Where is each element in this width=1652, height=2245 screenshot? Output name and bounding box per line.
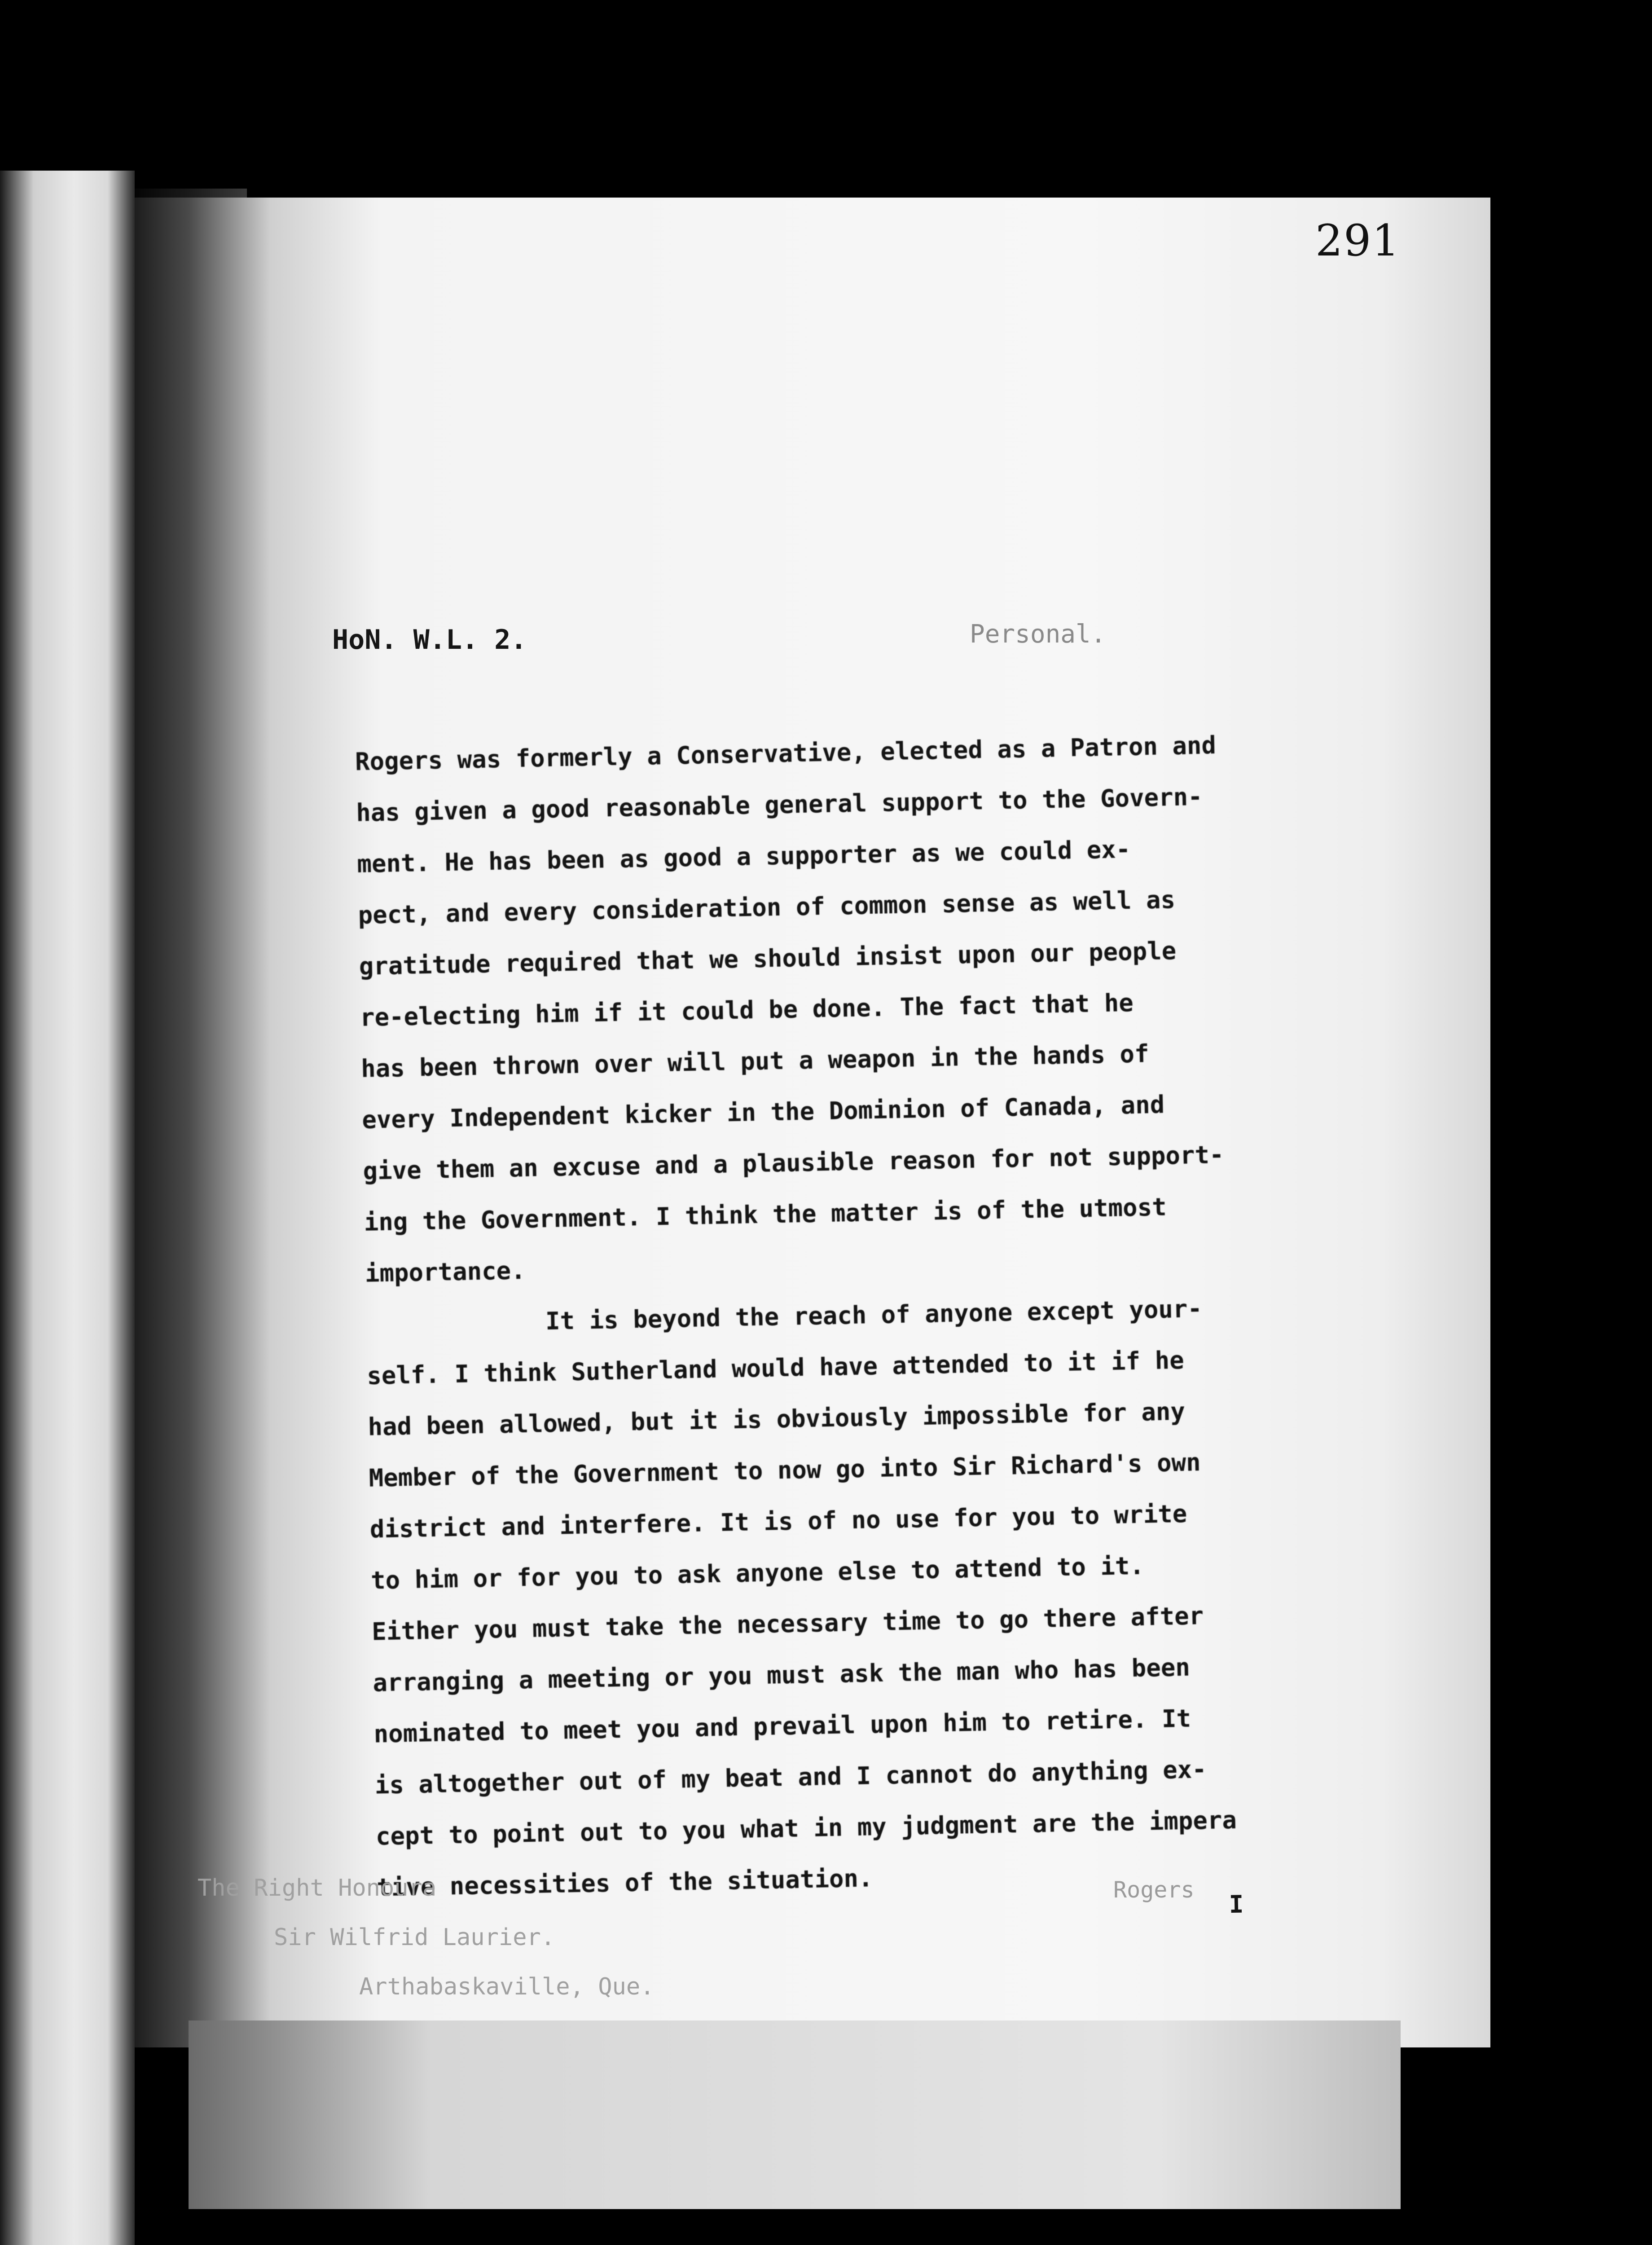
letter-line: ment. He has been as good a supporter as we could ex-	[356, 835, 1131, 878]
recipient-address	[198, 1863, 654, 2012]
page-number: 291	[1315, 216, 1401, 266]
letter-line: give them an excuse and a plausible reason for not support-	[362, 1140, 1224, 1185]
letter-line: importance.	[365, 1256, 526, 1288]
letter-body	[355, 719, 1298, 1947]
letter-line: has been thrown over will put a weapon in the hands of	[360, 1039, 1150, 1083]
letter-line: is altogether out of my beat and I cannot do anything ex-	[374, 1755, 1207, 1800]
letter-line: every Independent kicker in the Dominion of Canada, and	[361, 1090, 1165, 1134]
letter-line: district and interfere. It is of no use for you to write	[369, 1499, 1187, 1544]
signature-initial: I	[1229, 1890, 1244, 1919]
letter-line: gratitude required that we should insist upon our people	[359, 936, 1177, 981]
letter-line: ing the Government. I think the matter is of the utmost	[364, 1193, 1167, 1237]
letter-line: Either you must take the necessary time to go there after	[371, 1602, 1204, 1646]
binding-strip	[0, 171, 135, 2245]
letter-line: It is beyond the reach of anyone except your-	[545, 1294, 1203, 1336]
letter-line: arranging a meeting or you must ask the man who has been	[372, 1653, 1191, 1697]
letter-line: has given a good reasonable general support to the Govern-	[356, 782, 1203, 827]
letter-line: cept to point out to you what in my judgment are the impera	[375, 1805, 1237, 1851]
address-line: Sir Wilfrid Laurier.	[274, 1924, 555, 1951]
letter-line: self. I think Sutherland would have attended to it if he	[366, 1346, 1185, 1390]
address-line: Arthabaskaville, Que.	[359, 1973, 655, 2000]
letter-line: to him or for you to ask anyone else to attend to it.	[370, 1551, 1145, 1595]
letter-header-left: HoN. W.L. 2.	[332, 624, 527, 656]
letter-line: re-electing him if it could be done. The fact that he	[360, 988, 1134, 1032]
address-line: The Right Honoura	[198, 1875, 437, 1902]
letter-line: pect, and every consideration of common sense as well as	[358, 885, 1176, 929]
letter-line: Rogers was formerly a Conservative, elected as a Patron and	[355, 731, 1217, 776]
ghost-signature-rogers: Rogers	[1113, 1877, 1195, 1903]
letter-line: had been allowed, but it is obviously impossible for any	[367, 1397, 1186, 1441]
page-lower-edge	[189, 2020, 1401, 2209]
letter-header-right: Personal.	[970, 620, 1106, 649]
letter-line: nominated to meet you and prevail upon him to retire. It	[373, 1704, 1191, 1748]
letter-line: tive necessities of the situation.	[376, 1864, 874, 1902]
letter-line: Member of the Government to now go into Sir Richard's own	[369, 1448, 1201, 1492]
